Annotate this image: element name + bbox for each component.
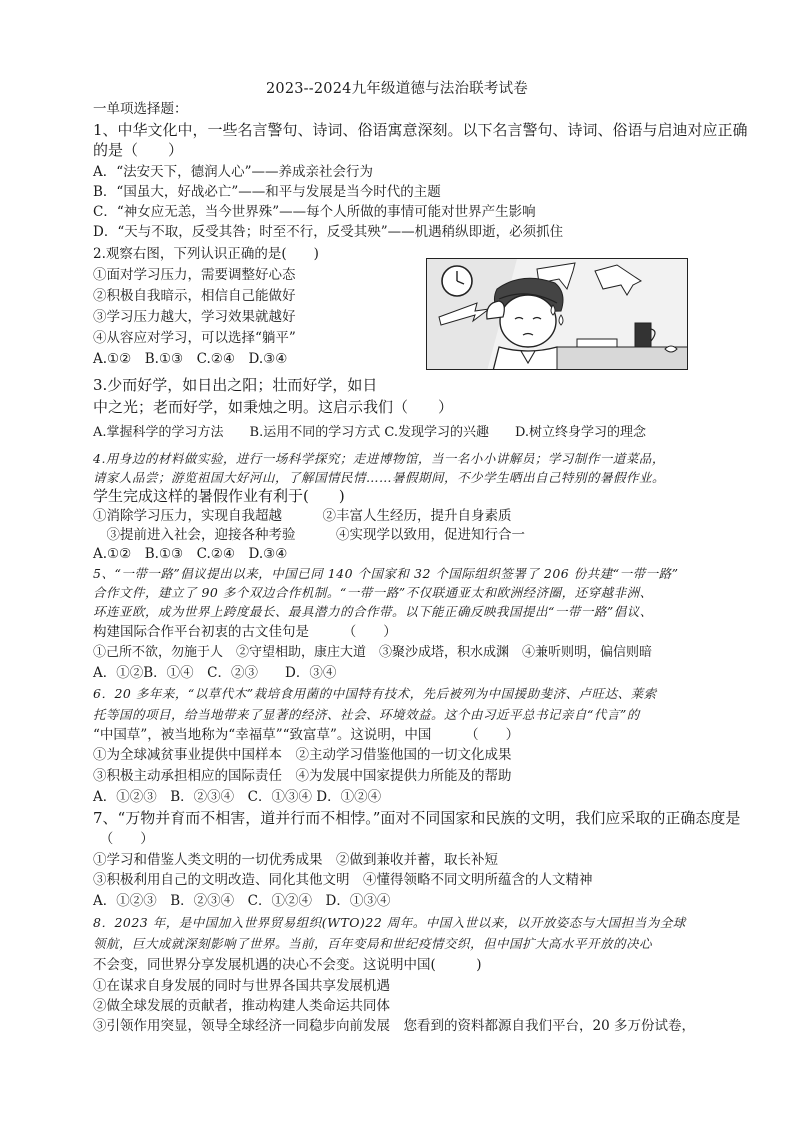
q4-choices: A.①② B.①③ C.②④ D.③④ (93, 546, 288, 562)
q7-options-1-2: ①学习和借鉴人类文明的一切优秀成果 ②做到兼收并蓄，取长补短 (93, 852, 498, 868)
q8-option-3: ③引领作用突显，领导全球经济一同稳步向前发展 (93, 1018, 390, 1034)
q8-option-1: ①在谋求自身发展的同时与世界各国共享发展机遇 (93, 978, 390, 994)
q1-stem-line1: 1、中华文化中，一些名言警句、诗词、俗语寓意深刻。以下名言警句、诗词、俗语与启迪对应正确 (93, 121, 748, 139)
q1-option-d: D．“天与不取，反受其咎；时至不行，反受其殃”——机遇稍纵即逝，必须抓住 (93, 224, 564, 240)
stressed-student-illustration (427, 259, 688, 370)
clock-icon (442, 266, 472, 296)
q8-stem-line1: 8．2023 年，是中国加入世界贸易组织(WTO)22 周年。中国入世以来，以开放姿态与大国担当为全球 (93, 915, 686, 930)
q7-choices: A．①②③ B．②③④ C．①②④ D．①③④ (93, 893, 391, 909)
q5-stem-line4: 构建国际合作平台初衷的古文佳句是 （ ） (93, 624, 397, 640)
q8-stem-line3: 不会变，同世界分享发展机遇的决心不会变。这说明中国( ) (93, 957, 482, 973)
q3-stem-line1: 3.少而好学，如日出之阳；壮而好学，如日 (93, 376, 378, 394)
q5-stem-line3: 环连亚欧，成为世界上跨度最长、最具潜力的合作带。以下能正确反映我国提出“一带一路”倡议、 (93, 604, 653, 619)
q2-option-2: ②积极自我暗示，相信自己能做好 (93, 288, 296, 304)
q4-stem-line1: 4.用身边的材料做实验，进行一场科学探究；走进博物馆，当一名小小讲解员；学习制作一道菜品， (93, 451, 665, 466)
q2-choices: A.①② B.①③ C.②④ D.③④ (93, 351, 288, 367)
q2-option-3: ③学习压力越大，学习效果就越好 (93, 309, 296, 325)
q6-stem-line1: 6．20 多年来，“以草代木”栽培食用菌的中国特有技术，先后被列为中国援助斐济、卢旺达、莱索 (93, 686, 657, 701)
q1-stem-line2: 的是（ ） (93, 141, 184, 159)
q4-stem-line2: 请家人品尝；游览祖国大好河山，了解国情民情……暑假期间，不少学生晒出自己特别的暑假作业。 (93, 470, 666, 485)
q8-option-3-line (93, 1017, 695, 1035)
q1-option-c: C．“神女应无恙，当今世界殊”——每个人所做的事情可能对世界产生影响 (93, 204, 536, 220)
q4-options-3-4: ③提前进入社会，迎接各种考验 ④实现学以致用，促进知行合一 (93, 527, 525, 543)
q6-choices: A．①②③ B．②③④ C．①③④ D．①②④ (93, 789, 382, 805)
section-heading: 一单项选择题： (93, 101, 188, 117)
q2-stem: 2.观察右图，下列认识正确的是( ) (93, 246, 319, 262)
q6-stem-line2: 托等国的项目，给当地带来了显著的经济、社会、环境效益。这个由习近平总书记亲自“代言”的 (93, 707, 640, 722)
q1-option-a: A．“法安天下，德润人心”——养成亲社会行为 (93, 164, 374, 180)
q8-stem-line2: 领航，巨大成就深刻影响了世界。当前，百年变局和世纪疫情交织，但中国扩大高水平开放的决心 (93, 936, 653, 951)
q4-stem-line3: 学生完成这样的暑假作业有利于( ) (93, 487, 345, 505)
q5-stem-line2: 合作文件，建立了 90 多个双边合作机制。“一带一路”不仅联通亚太和欧洲经济圈，还穿越非洲、 (93, 585, 653, 600)
q7-stem-line2: （ ） (93, 831, 154, 847)
q2-option-4: ④从容应对学习，可以选择“躺平” (93, 330, 296, 346)
q6-stem-line3: “中国草”，被当地称为“幸福草”“致富草”。这说明，中国 （ ） (93, 727, 520, 743)
q3-choices: A.掌握科学的学习方法 B.运用不同的学习方式 C.发现学习的兴趣 D.树立终身学习的理念 (93, 425, 647, 440)
watermark-text: 您看到的资料都源自我们平台，20 多万份试卷， (390, 1018, 695, 1034)
q7-options-3-4: ③积极利用自己的文明改造、同化其他文明 ④懂得领略不同文明所蕴含的人文精神 (93, 872, 593, 888)
q8-option-2: ②做全球发展的贡献者，推动构建人类命运共同体 (93, 998, 390, 1014)
q1-option-b: B．“国虽大，好战必亡”——和平与发展是当今时代的主题 (93, 184, 441, 200)
q2-cartoon-figure (426, 258, 688, 370)
q5-stem-line1: 5、“一带一路”倡议提出以来，中国已同 140 个国家和 32 个国际组织签署了 206 份共建“一带一路” (93, 566, 679, 581)
q6-options-1-2: ①为全球减贫事业提供中国样本 ②主动学习借鉴他国的一切文化成果 (93, 747, 512, 763)
q5-options: ①己所不欲，勿施于人 ②守望相助，康庄大道 ③聚沙成塔，积水成渊 ④兼听则明，偏信则暗 (93, 645, 653, 660)
q2-option-1: ①面对学习压力，需要调整好心态 (93, 267, 296, 283)
q4-options-1-2: ①消除学习压力，实现自我超越 ②丰富人生经历，提升自身素质 (93, 508, 512, 524)
q7-stem-line1: 7、“万物并育而不相害，道并行而不相悖。”面对不同国家和民族的文明，我们应采取的正确态度是 (93, 809, 741, 827)
exam-title: 2023--2024九年级道德与法治联考试卷 (265, 81, 528, 97)
q5-choices: A．①②B．①④ C．②③ D．③④ (93, 665, 337, 681)
q3-stem-line2: 中之光；老而好学，如秉烛之明。这启示我们（ ） (93, 398, 454, 416)
q6-options-3-4: ③积极主动承担相应的国际责任 ④为发展中国家提供力所能及的帮助 (93, 768, 512, 784)
